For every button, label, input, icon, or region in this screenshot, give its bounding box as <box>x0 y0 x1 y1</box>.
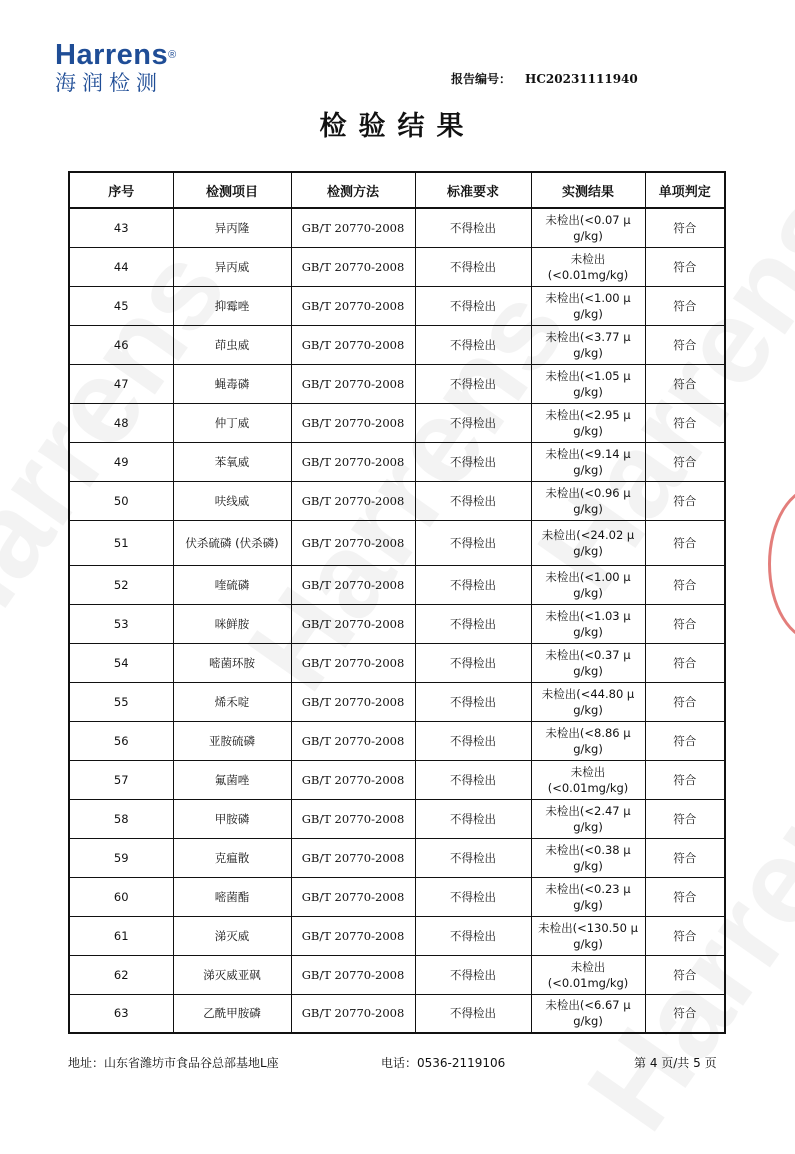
verdict-cell: 符合 <box>645 994 725 1033</box>
test-item-cell: 甲胺磷 <box>173 799 291 838</box>
test-item-cell: 异丙隆 <box>173 208 291 247</box>
requirement-cell: 不得检出 <box>415 520 531 565</box>
test-method-cell: GB/T 20770-2008 <box>291 721 415 760</box>
test-result-cell: 未检出(<2.47 μ g/kg) <box>531 799 645 838</box>
verdict-cell: 符合 <box>645 877 725 916</box>
requirement-cell: 不得检出 <box>415 208 531 247</box>
report-number-label: 报告编号： <box>451 72 512 86</box>
test-item-cell: 烯禾啶 <box>173 682 291 721</box>
verdict-cell: 符合 <box>645 364 725 403</box>
requirement-cell: 不得检出 <box>415 916 531 955</box>
table-header-row <box>69 172 725 208</box>
requirement-cell: 不得检出 <box>415 286 531 325</box>
requirement-cell: 不得检出 <box>415 481 531 520</box>
row-number-cell: 43 <box>69 208 173 247</box>
row-number-cell: 58 <box>69 799 173 838</box>
row-number-cell: 45 <box>69 286 173 325</box>
requirement-cell: 不得检出 <box>415 364 531 403</box>
test-item-cell: 伏杀硫磷 (伏杀磷) <box>173 520 291 565</box>
requirement-cell: 不得检出 <box>415 994 531 1033</box>
verdict-cell: 符合 <box>645 760 725 799</box>
test-result-cell: 未检出(<1.05 μ g/kg) <box>531 364 645 403</box>
requirement-cell: 不得检出 <box>415 799 531 838</box>
row-number-cell: 50 <box>69 481 173 520</box>
test-item-cell: 氟菌唑 <box>173 760 291 799</box>
test-method-cell: GB/T 20770-2008 <box>291 955 415 994</box>
test-item-cell: 涕灭威 <box>173 916 291 955</box>
requirement-cell: 不得检出 <box>415 442 531 481</box>
test-method-cell: GB/T 20770-2008 <box>291 799 415 838</box>
row-number-cell: 51 <box>69 520 173 565</box>
logo-text-zh: 海润检测 <box>55 71 163 95</box>
table-row <box>69 760 725 799</box>
requirement-cell: 不得检出 <box>415 565 531 604</box>
table-row <box>69 643 725 682</box>
requirement-cell: 不得检出 <box>415 403 531 442</box>
table-row <box>69 403 725 442</box>
test-method-cell: GB/T 20770-2008 <box>291 994 415 1033</box>
requirement-cell: 不得检出 <box>415 325 531 364</box>
requirement-cell: 不得检出 <box>415 604 531 643</box>
test-item-cell: 咪鲜胺 <box>173 604 291 643</box>
test-result-cell: 未检出(<0.38 μ g/kg) <box>531 838 645 877</box>
verdict-cell: 符合 <box>645 838 725 877</box>
test-item-cell: 涕灭威亚砜 <box>173 955 291 994</box>
test-item-cell: 蝇毒磷 <box>173 364 291 403</box>
test-method-cell: GB/T 20770-2008 <box>291 877 415 916</box>
table-row <box>69 799 725 838</box>
verdict-cell: 符合 <box>645 442 725 481</box>
test-result-cell: 未检出(<1.00 μ g/kg) <box>531 286 645 325</box>
test-result-cell: 未检出(<130.50 μ g/kg) <box>531 916 645 955</box>
requirement-cell: 不得检出 <box>415 760 531 799</box>
test-item-cell: 呋线威 <box>173 481 291 520</box>
table-row <box>69 364 725 403</box>
test-result-cell: 未检出(<1.03 μ g/kg) <box>531 604 645 643</box>
table-row <box>69 916 725 955</box>
verdict-cell: 符合 <box>645 247 725 286</box>
requirement-cell: 不得检出 <box>415 721 531 760</box>
test-method-cell: GB/T 20770-2008 <box>291 838 415 877</box>
row-number-cell: 54 <box>69 643 173 682</box>
row-number-cell: 57 <box>69 760 173 799</box>
registered-mark: ® <box>168 49 177 61</box>
test-result-cell: 未检出(<9.14 μ g/kg) <box>531 442 645 481</box>
test-item-cell: 抑霉唑 <box>173 286 291 325</box>
test-result-cell: 未检出(<1.00 μ g/kg) <box>531 565 645 604</box>
test-method-cell: GB/T 20770-2008 <box>291 916 415 955</box>
footer-address: 地址：山东省潍坊市食品谷总部基地L座 <box>68 1056 279 1070</box>
row-number-cell: 60 <box>69 877 173 916</box>
test-method-cell: GB/T 20770-2008 <box>291 364 415 403</box>
test-result-cell: 未检出(<0.07 μ g/kg) <box>531 208 645 247</box>
table-row <box>69 286 725 325</box>
verdict-cell: 符合 <box>645 520 725 565</box>
row-number-cell: 63 <box>69 994 173 1033</box>
test-item-cell: 异丙威 <box>173 247 291 286</box>
test-item-cell: 克瘟散 <box>173 838 291 877</box>
test-method-cell: GB/T 20770-2008 <box>291 442 415 481</box>
verdict-cell: 符合 <box>645 481 725 520</box>
test-result-cell: 未检出 (<0.01mg/kg) <box>531 247 645 286</box>
row-number-cell: 52 <box>69 565 173 604</box>
column-header: 检测方法 <box>291 172 415 208</box>
test-method-cell: GB/T 20770-2008 <box>291 286 415 325</box>
test-result-cell: 未检出(<44.80 μ g/kg) <box>531 682 645 721</box>
test-method-cell: GB/T 20770-2008 <box>291 520 415 565</box>
table-row <box>69 994 725 1033</box>
verdict-cell: 符合 <box>645 682 725 721</box>
row-number-cell: 62 <box>69 955 173 994</box>
verdict-cell: 符合 <box>645 799 725 838</box>
test-item-cell: 乙酰甲胺磷 <box>173 994 291 1033</box>
row-number-cell: 56 <box>69 721 173 760</box>
row-number-cell: 49 <box>69 442 173 481</box>
row-number-cell: 44 <box>69 247 173 286</box>
test-method-cell: GB/T 20770-2008 <box>291 565 415 604</box>
test-method-cell: GB/T 20770-2008 <box>291 604 415 643</box>
logo-text-en: Harrens <box>55 39 169 71</box>
row-number-cell: 46 <box>69 325 173 364</box>
column-header: 标准要求 <box>415 172 531 208</box>
row-number-cell: 59 <box>69 838 173 877</box>
row-number-cell: 55 <box>69 682 173 721</box>
test-result-cell: 未检出(<8.86 μ g/kg) <box>531 721 645 760</box>
row-number-cell: 53 <box>69 604 173 643</box>
column-header: 序号 <box>69 172 173 208</box>
row-number-cell: 48 <box>69 403 173 442</box>
table-row <box>69 481 725 520</box>
page-title: 检验结果 <box>319 111 476 142</box>
test-item-cell: 嘧菌酯 <box>173 877 291 916</box>
test-result-cell: 未检出(<0.37 μ g/kg) <box>531 643 645 682</box>
requirement-cell: 不得检出 <box>415 955 531 994</box>
official-seal <box>768 486 795 642</box>
requirement-cell: 不得检出 <box>415 643 531 682</box>
test-method-cell: GB/T 20770-2008 <box>291 481 415 520</box>
table-row <box>69 208 725 247</box>
test-result-cell: 未检出 (<0.01mg/kg) <box>531 760 645 799</box>
test-result-cell: 未检出 (<0.01mg/kg) <box>531 955 645 994</box>
requirement-cell: 不得检出 <box>415 838 531 877</box>
report-number <box>451 70 638 87</box>
verdict-cell: 符合 <box>645 643 725 682</box>
verdict-cell: 符合 <box>645 208 725 247</box>
test-result-cell: 未检出(<6.67 μ g/kg) <box>531 994 645 1033</box>
table-row <box>69 520 725 565</box>
footer-phone: 电话：0536-2119106 <box>381 1056 506 1070</box>
test-method-cell: GB/T 20770-2008 <box>291 403 415 442</box>
column-header: 实测结果 <box>531 172 645 208</box>
requirement-cell: 不得检出 <box>415 682 531 721</box>
test-method-cell: GB/T 20770-2008 <box>291 325 415 364</box>
table-row <box>69 721 725 760</box>
test-item-cell: 亚胺硫磷 <box>173 721 291 760</box>
table-row <box>69 565 725 604</box>
test-item-cell: 喹硫磷 <box>173 565 291 604</box>
table-row <box>69 325 725 364</box>
test-result-cell: 未检出(<0.23 μ g/kg) <box>531 877 645 916</box>
column-header: 检测项目 <box>173 172 291 208</box>
column-header: 单项判定 <box>645 172 725 208</box>
test-result-cell: 未检出(<3.77 μ g/kg) <box>531 325 645 364</box>
test-method-cell: GB/T 20770-2008 <box>291 760 415 799</box>
verdict-cell: 符合 <box>645 955 725 994</box>
table-row <box>69 877 725 916</box>
row-number-cell: 61 <box>69 916 173 955</box>
footer-page-number: 第 4 页/共 5 页 <box>634 1056 717 1070</box>
verdict-cell: 符合 <box>645 604 725 643</box>
test-method-cell: GB/T 20770-2008 <box>291 682 415 721</box>
test-result-cell: 未检出(<24.02 μ g/kg) <box>531 520 645 565</box>
test-item-cell: 茚虫威 <box>173 325 291 364</box>
verdict-cell: 符合 <box>645 721 725 760</box>
verdict-cell: 符合 <box>645 565 725 604</box>
verdict-cell: 符合 <box>645 916 725 955</box>
verdict-cell: 符合 <box>645 403 725 442</box>
requirement-cell: 不得检出 <box>415 877 531 916</box>
results-table <box>68 171 726 1034</box>
verdict-cell: 符合 <box>645 325 725 364</box>
company-logo <box>55 40 177 96</box>
table-row <box>69 247 725 286</box>
verdict-cell: 符合 <box>645 286 725 325</box>
table-row <box>69 604 725 643</box>
test-item-cell: 嘧菌环胺 <box>173 643 291 682</box>
test-method-cell: GB/T 20770-2008 <box>291 247 415 286</box>
test-item-cell: 仲丁威 <box>173 403 291 442</box>
table-row <box>69 955 725 994</box>
table-row <box>69 838 725 877</box>
test-result-cell: 未检出(<2.95 μ g/kg) <box>531 403 645 442</box>
table-row <box>69 442 725 481</box>
row-number-cell: 47 <box>69 364 173 403</box>
test-method-cell: GB/T 20770-2008 <box>291 208 415 247</box>
table-row <box>69 682 725 721</box>
test-item-cell: 苯氧威 <box>173 442 291 481</box>
requirement-cell: 不得检出 <box>415 247 531 286</box>
test-result-cell: 未检出(<0.96 μ g/kg) <box>531 481 645 520</box>
report-number-value: HC20231111940 <box>525 72 638 86</box>
test-method-cell: GB/T 20770-2008 <box>291 643 415 682</box>
